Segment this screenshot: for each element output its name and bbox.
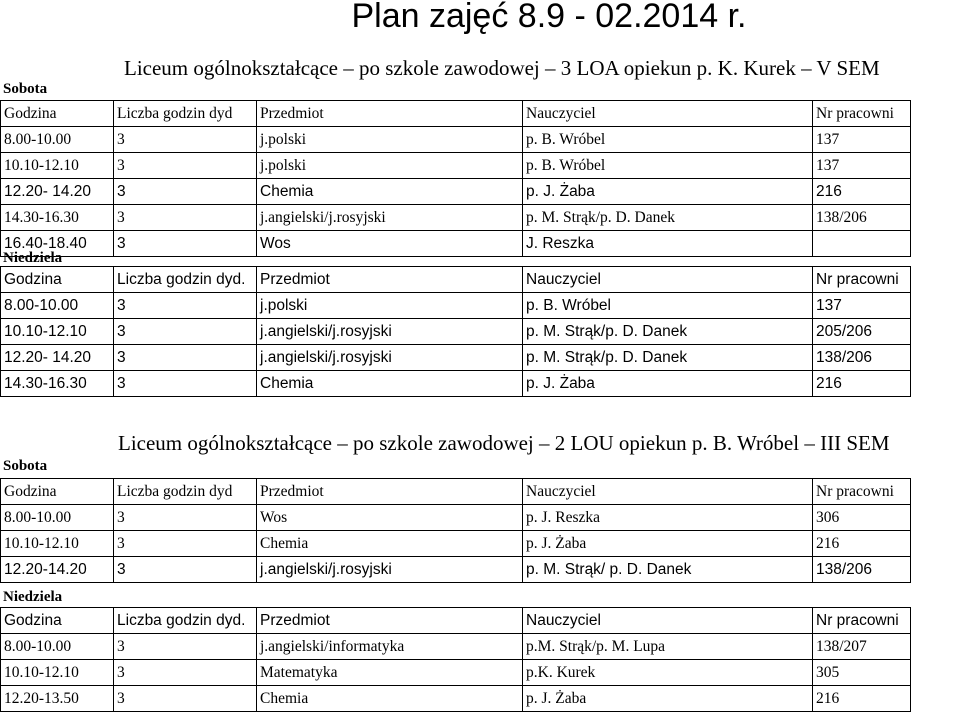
table-cell: 137 bbox=[813, 153, 911, 179]
table-cell: 3 bbox=[114, 345, 257, 371]
table-cell: p.K. Kurek bbox=[523, 660, 813, 686]
schedule-table-3loa-niedziela bbox=[0, 266, 911, 397]
table-cell: 216 bbox=[813, 686, 911, 712]
table-cell: 3 bbox=[114, 505, 257, 531]
header-cell: Nr pracowni bbox=[813, 267, 911, 293]
table-cell: j.polski bbox=[257, 127, 523, 153]
table-cell: 3 bbox=[114, 179, 257, 205]
header-cell: Nr pracowni bbox=[813, 608, 911, 634]
table-cell: Chemia bbox=[257, 179, 523, 205]
header-cell: Nauczyciel bbox=[523, 479, 813, 505]
table-cell: p. M. Strąk/p. D. Danek bbox=[523, 205, 813, 231]
table-cell: p. M. Strąk/p. D. Danek bbox=[523, 319, 813, 345]
table-cell: 3 bbox=[114, 634, 257, 660]
table-cell: p. J. Żaba bbox=[523, 686, 813, 712]
table-row bbox=[1, 205, 911, 231]
table-cell: 138/206 bbox=[813, 205, 911, 231]
table-cell: p. J. Żaba bbox=[523, 531, 813, 557]
day-label-sobota: Sobota bbox=[3, 458, 48, 474]
table-cell: 12.20- 14.20 bbox=[1, 345, 114, 371]
table-cell: 3 bbox=[114, 531, 257, 557]
table-cell: 8.00-10.00 bbox=[1, 634, 114, 660]
table-header-row bbox=[1, 608, 911, 634]
header-cell: Liczba godzin dyd bbox=[114, 101, 257, 127]
table-cell: 3 bbox=[114, 153, 257, 179]
header-cell: Przedmiot bbox=[257, 267, 523, 293]
table-cell: 3 bbox=[114, 319, 257, 345]
header-cell: Przedmiot bbox=[257, 479, 523, 505]
table-row bbox=[1, 531, 911, 557]
table-row bbox=[1, 660, 911, 686]
table-cell: 8.00-10.00 bbox=[1, 293, 114, 319]
header-cell: Godzina bbox=[1, 608, 114, 634]
page-title: Plan zajęć 8.9 - 02.2014 r. bbox=[351, 0, 747, 35]
header-cell: Godzina bbox=[1, 479, 114, 505]
table-cell: p. M. Strąk/p. D. Danek bbox=[523, 345, 813, 371]
table-cell: j.angielski/j.rosyjski bbox=[257, 319, 523, 345]
table-cell: 138/206 bbox=[813, 345, 911, 371]
table-cell: 12.20- 14.20 bbox=[1, 179, 114, 205]
table-cell: 10.10-12.10 bbox=[1, 660, 114, 686]
table-cell: Chemia bbox=[257, 371, 523, 397]
header-cell: Przedmiot bbox=[257, 101, 523, 127]
table-cell: j.angielski/j.rosyjski bbox=[257, 205, 523, 231]
table-row bbox=[1, 153, 911, 179]
table-row bbox=[1, 345, 911, 371]
header-cell: Nr pracowni bbox=[813, 101, 911, 127]
table-cell: 138/206 bbox=[813, 557, 911, 583]
table-cell: 3 bbox=[114, 557, 257, 583]
header-cell: Nauczyciel bbox=[523, 101, 813, 127]
table-cell: 137 bbox=[813, 293, 911, 319]
table-cell: p. M. Strąk/ p. D. Danek bbox=[523, 557, 813, 583]
table-row bbox=[1, 557, 911, 583]
table-cell: 3 bbox=[114, 127, 257, 153]
table-cell: Wos bbox=[257, 505, 523, 531]
header-cell: Liczba godzin dyd. bbox=[114, 267, 257, 293]
table-cell: Wos bbox=[257, 231, 523, 257]
table-cell: 3 bbox=[114, 293, 257, 319]
table-cell: 138/207 bbox=[813, 634, 911, 660]
table-cell: j.angielski/j.rosyjski bbox=[257, 345, 523, 371]
header-cell: Nauczyciel bbox=[523, 267, 813, 293]
table-cell: p.M. Strąk/p. M. Lupa bbox=[523, 634, 813, 660]
table-cell: 216 bbox=[813, 531, 911, 557]
section-heading-2lou: Liceum ogólnokształcące – po szkole zawodowej – 2 LOU opiekun p. B. Wróbel – III SEM bbox=[118, 431, 890, 455]
header-cell: Nr pracowni bbox=[813, 479, 911, 505]
table-cell: 12.20-13.50 bbox=[1, 686, 114, 712]
table-cell: p. J. Żaba bbox=[523, 371, 813, 397]
table-cell: 8.00-10.00 bbox=[1, 505, 114, 531]
schedule-table-2lou-niedziela bbox=[0, 607, 911, 712]
table-cell: 14.30-16.30 bbox=[1, 205, 114, 231]
table-cell: 3 bbox=[114, 371, 257, 397]
day-label-sobota: Sobota bbox=[3, 81, 48, 97]
header-cell: Przedmiot bbox=[257, 608, 523, 634]
table-row bbox=[1, 127, 911, 153]
table-cell: 10.10-12.10 bbox=[1, 319, 114, 345]
table-cell: J. Reszka bbox=[523, 231, 813, 257]
table-cell: 3 bbox=[114, 231, 257, 257]
table-cell: 14.30-16.30 bbox=[1, 371, 114, 397]
table-cell: j.polski bbox=[257, 293, 523, 319]
table-cell: 3 bbox=[114, 660, 257, 686]
table-cell: 12.20-14.20 bbox=[1, 557, 114, 583]
table-cell: 216 bbox=[813, 179, 911, 205]
table-row bbox=[1, 505, 911, 531]
table-row bbox=[1, 179, 911, 205]
table-cell: Matematyka bbox=[257, 660, 523, 686]
section-heading-3loa: Liceum ogólnokształcące – po szkole zawodowej – 3 LOA opiekun p. K. Kurek – V SEM bbox=[124, 56, 880, 80]
header-cell: Nauczyciel bbox=[523, 608, 813, 634]
table-cell: 306 bbox=[813, 505, 911, 531]
table-row bbox=[1, 319, 911, 345]
table-cell: 10.10-12.10 bbox=[1, 531, 114, 557]
table-cell: j.polski bbox=[257, 153, 523, 179]
table-cell: Chemia bbox=[257, 686, 523, 712]
table-cell: p. J. Reszka bbox=[523, 505, 813, 531]
table-cell: Chemia bbox=[257, 531, 523, 557]
table-cell: 137 bbox=[813, 127, 911, 153]
header-cell: Godzina bbox=[1, 101, 114, 127]
day-label-niedziela: Niedziela bbox=[3, 589, 63, 605]
table-cell: p. B. Wróbel bbox=[523, 127, 813, 153]
header-cell: Liczba godzin dyd bbox=[114, 479, 257, 505]
table-row bbox=[1, 293, 911, 319]
table-cell: 10.10-12.10 bbox=[1, 153, 114, 179]
table-header-row bbox=[1, 479, 911, 505]
table-cell: p. B. Wróbel bbox=[523, 153, 813, 179]
table-cell: 205/206 bbox=[813, 319, 911, 345]
table-cell: j.angielski/j.rosyjski bbox=[257, 557, 523, 583]
header-cell: Liczba godzin dyd. bbox=[114, 608, 257, 634]
table-header-row bbox=[1, 101, 911, 127]
table-cell bbox=[813, 231, 911, 257]
table-cell: p. J. Żaba bbox=[523, 179, 813, 205]
table-cell: 16.40-18.40 bbox=[1, 231, 114, 257]
table-cell: 305 bbox=[813, 660, 911, 686]
schedule-table-3loa-sobota bbox=[0, 100, 911, 257]
table-cell: p. B. Wróbel bbox=[523, 293, 813, 319]
table-row bbox=[1, 231, 911, 257]
table-row bbox=[1, 634, 911, 660]
table-cell: 3 bbox=[114, 205, 257, 231]
table-cell: 3 bbox=[114, 686, 257, 712]
table-row bbox=[1, 686, 911, 712]
schedule-table-2lou-sobota bbox=[0, 478, 911, 583]
table-cell: 8.00-10.00 bbox=[1, 127, 114, 153]
table-cell: j.angielski/informatyka bbox=[257, 634, 523, 660]
table-header-row bbox=[1, 267, 911, 293]
table-cell: 216 bbox=[813, 371, 911, 397]
day-label-niedziela: Niedziela bbox=[3, 250, 63, 266]
table-row bbox=[1, 371, 911, 397]
header-cell: Godzina bbox=[1, 267, 114, 293]
